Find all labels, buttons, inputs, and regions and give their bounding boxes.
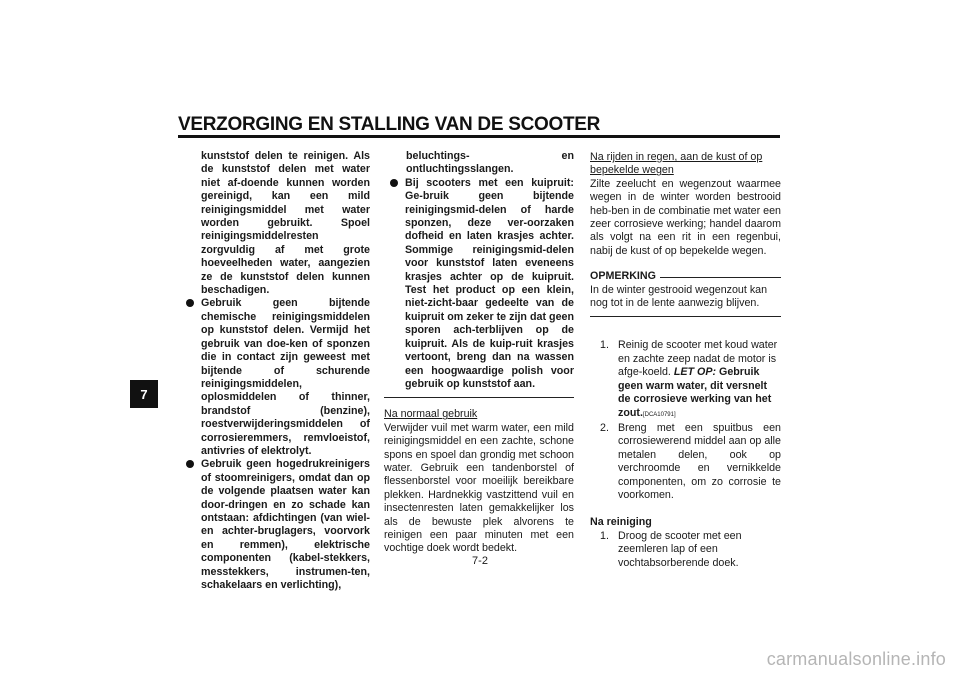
caution-text: Gebruik geen warm water, dit versnelt de corrosieve werking van het zout. (618, 366, 772, 419)
col3-section-heading: Na rijden in regen, aan de kust of op bepekelde wegen (590, 151, 763, 177)
after-cleaning-heading: Na reiniging (590, 516, 652, 529)
note-label: OPMERKING (590, 270, 656, 283)
note-rule (660, 277, 781, 278)
page-number (0, 555, 960, 567)
cleaning-steps (590, 339, 781, 502)
step-2-text: Breng met een spuitbus een corrosiewerend middel aan op alle metalen delen, ook op verchroomde en vernikkelde componenten, om zo corrosie te voorkomen. (618, 421, 781, 501)
col2-section-heading: Na normaal gebruik (384, 408, 478, 421)
col1-bullet-2-text: Gebruik geen hogedrukreinigers of stoomreinigers, omdat dan op de volgende plaatsen water kan door-dringen en zo schade kan ontstaan: afdichtingen (van wiel- en achter-bruglagers, voorvork en remmen), elektrische componenten (kabel-stekkers, messtekkers, instrumen-ten, schakelaars en verlichting), (201, 458, 370, 591)
column-1 (186, 150, 370, 592)
step-1-number: 1. (600, 339, 609, 352)
col2-intro: beluchtings- en ontluchtingsslangen. (406, 150, 574, 176)
caution-code: [DCA10791] (642, 411, 676, 418)
header-rule (178, 135, 780, 138)
step-1-text: Reinig de scooter met koud water en zachte zeep nadat de motor is afge-koeld. (618, 339, 778, 379)
col1-bullet-1-text: Gebruik geen bijtende chemische reinigingsmiddelen op kunststof delen. Vermijd het gebruik van doe-ken of sponzen die in contact zijn geweest met bijtende of schurende reinigingsmiddelen, oplosmiddelen of thinner, brandstof (benzine), roestverwijderingsmiddelen of corrosieremmers, remvloeistof, antivries of elektrolyt. (201, 297, 370, 457)
after-cleaning-step-1-text: Droog de scooter met een zeemleren lap of een vochtabsorberende doek. (618, 529, 742, 569)
col2-bullet (390, 177, 574, 392)
caution-label: LET OP: (673, 366, 717, 379)
col1-intro: kunststof delen te reinigen. Als de kunststof delen met water niet af-doende kunnen worden gereinigd, kan een mild reinigingsmiddel met water worden gebruikt. Spoel reinigingsmiddelresten zorgvuldig af met grote hoeveelheden water, aangezien ze de kunststof delen kunnen beschadigen. (201, 150, 370, 297)
column-2 (384, 150, 574, 556)
chapter-tab: 7 (130, 380, 158, 408)
step-2 (600, 422, 781, 502)
step-2-number: 2. (600, 421, 609, 434)
bullet-icon (186, 299, 194, 307)
after-cleaning-step-1-number: 1. (600, 529, 609, 542)
step-1 (600, 339, 781, 421)
col2-section-text: Verwijder vuil met warm water, een mild reinigingsmiddel en een zachte, schone spons en spoel dan grondig met schoon water. Gebruik een tandenborstel of flessenborstel voor moeilijk bereikbare plekken. Hardnekkig vastzittend vuil en insectenresten laten gemakkelijker los als de bewuste plek alvorens te reinigen een paar minuten met een vochtige doek wordt bedekt. (384, 421, 574, 555)
col2-bullet-text: Bij scooters met een kuipruit: Ge-bruik geen bijtende reinigingsmid-delen of harde sponzen, deze ver-oorzaken dofheid en laten krasjes achter. Sommige reinigingsmid-delen voor kunststof laten eveneens krasjes achter op de kuipruit. Test het product op een klein, niet-zicht-baar gedeelte van de kuipruit om zeker te zijn dat geen sporen ach-terblijven op de kuipruit. Als de kuip-ruit krasjes vertoont, breng dan na wassen een hoogwaardige polish voor gebruik op kunststof aan. (405, 176, 574, 390)
note-end-rule (590, 316, 781, 317)
bullet-icon (186, 460, 194, 468)
watermark: carmanualsonline.info (766, 649, 946, 669)
col1-bullet-1 (186, 297, 370, 458)
caution-end-rule (384, 397, 574, 398)
note-text: In de winter gestrooid wegenzout kan nog tot in de lente aanwezig blijven. (590, 283, 768, 310)
note-header (590, 270, 781, 283)
col3-section-text: Zilte zeelucht en wegenzout waarmee wegen in de winter worden bestrooid heb-ben in de combinatie met water een zeer corrosieve werking; handel daarom als volgt na een rit in een regenbui, nabij de kust of op bepekelde wegen. (590, 177, 781, 257)
bullet-icon (390, 179, 398, 187)
page-header-title: VERZORGING EN STALLING VAN DE SCOOTER (178, 114, 601, 135)
page-number-text: 7-2 (472, 555, 488, 567)
col1-bullet-2 (186, 458, 370, 592)
column-3 (590, 150, 781, 570)
